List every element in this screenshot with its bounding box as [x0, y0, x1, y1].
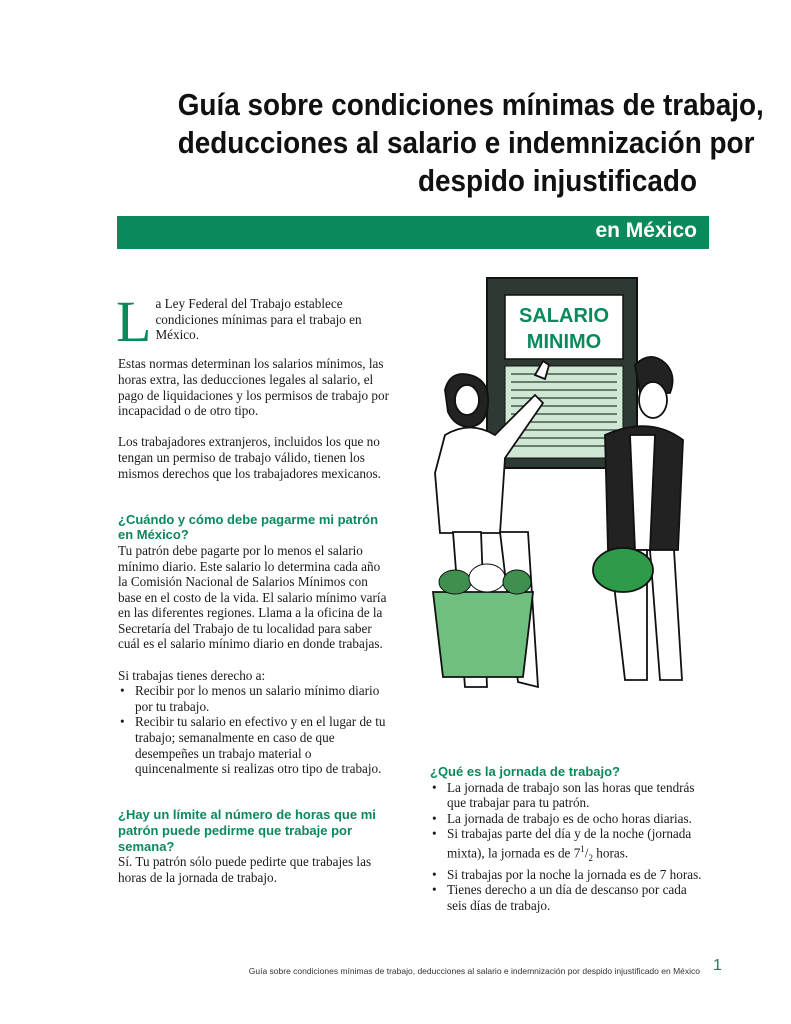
- band-label: en México: [595, 219, 697, 242]
- rights-list: [118, 683, 390, 777]
- list-item: • Si trabajas por la noche la jornada es de 7 horas.: [430, 867, 705, 883]
- hours-paragraph: Sí. Tu patrón sólo puede pedirte que trabajes las horas de la jornada de trabajo.: [118, 854, 372, 885]
- list-item: • La jornada de trabajo es de ocho horas diarias.: [430, 811, 705, 827]
- intro-text-1: a Ley Federal del Trabajo establece condiciones mínimas para el trabajo en México.: [155, 296, 362, 343]
- sign-line-2: MINIMO: [526, 331, 602, 353]
- list-item: [430, 826, 705, 866]
- rights-intro: Si trabajas tienes derecho a:: [118, 667, 266, 683]
- minimum-wage-illustration: [425, 270, 685, 710]
- workday-list: [430, 780, 705, 914]
- drop-cap: L: [116, 289, 152, 354]
- list-item: • Recibir por lo menos un salario mínimo diario por tu trabajo.: [118, 683, 390, 714]
- vegetable-basket: [433, 564, 533, 677]
- mixed-text: Si trabajas parte del día y de la noche (jornada mixta), la jornada es de 7: [447, 826, 692, 861]
- sign-line-1: SALARIO: [519, 305, 609, 327]
- right-column: [430, 764, 705, 929]
- list-item: • Recibir tu salario en efectivo y en el lugar de tu trabajo; semanalmente en caso de que desempeñes un trabajo material o quincenalmente si realizas otro tipo de trabajo.: [118, 714, 390, 776]
- list-item: • La jornada de trabajo son las horas que tendrás que trabajar para tu patrón.: [430, 780, 705, 811]
- left-column: [116, 289, 390, 901]
- list-item: • Tienes derecho a un día de descanso por cada seis días de trabajo.: [430, 882, 705, 913]
- title-line-2: deducciones al salario e indemnización por: [177, 125, 755, 160]
- page-title: [177, 86, 764, 200]
- section-heading-workday: ¿Qué es la jornada de trabajo?: [430, 764, 620, 779]
- intro-paragraph-1: [116, 289, 390, 354]
- green-hat: [593, 548, 653, 592]
- section-heading-pay: ¿Cuándo y cómo debe pagarme mi patrón en México?: [118, 511, 379, 543]
- page-number: 1: [713, 957, 722, 974]
- fraction-slash: /: [584, 845, 589, 861]
- country-band: [117, 216, 709, 249]
- intro-paragraph-2: Estas normas determinan los salarios mínimos, las horas extra, las deducciones legales al salario, el pago de liquidaciones y los permisos de trabajo por incapacidad o de otro tipo.: [118, 356, 390, 419]
- page-footer: Guía sobre condiciones mínimas de trabajo, deducciones al salario e indemnización por despido injustificado en México: [248, 966, 700, 976]
- mixed-text-end: horas.: [592, 845, 629, 861]
- title-line-3: despido injustificado: [417, 163, 697, 198]
- fraction-den: 2: [588, 853, 593, 863]
- intro-paragraph-3: Los trabajadores extranjeros, incluidos los que no tengan un permiso de trabajo válido, tienen los mismos derechos que los trabajadores mexicanos.: [118, 434, 381, 481]
- pay-paragraph: Tu patrón debe pagarte por lo menos el salario mínimo diario. Este salario lo determina cada año la Comisión Nacional de Salarios Mínimos con base en el costo de la vida. El salario mínimo varía en las diferentes regiones. Llama a la oficina de la Secretaría del Trabajo de tu localidad para saber cuál es el salario mínimo diario en donde trabajas.: [118, 542, 387, 652]
- fraction-num: 1: [580, 843, 585, 854]
- title-line-1: Guía sobre condiciones mínimas de trabajo,: [177, 87, 764, 122]
- section-heading-hours: ¿Hay un límite al número de horas que mi patrón puede pedirme que trabaje por semana?: [118, 807, 376, 854]
